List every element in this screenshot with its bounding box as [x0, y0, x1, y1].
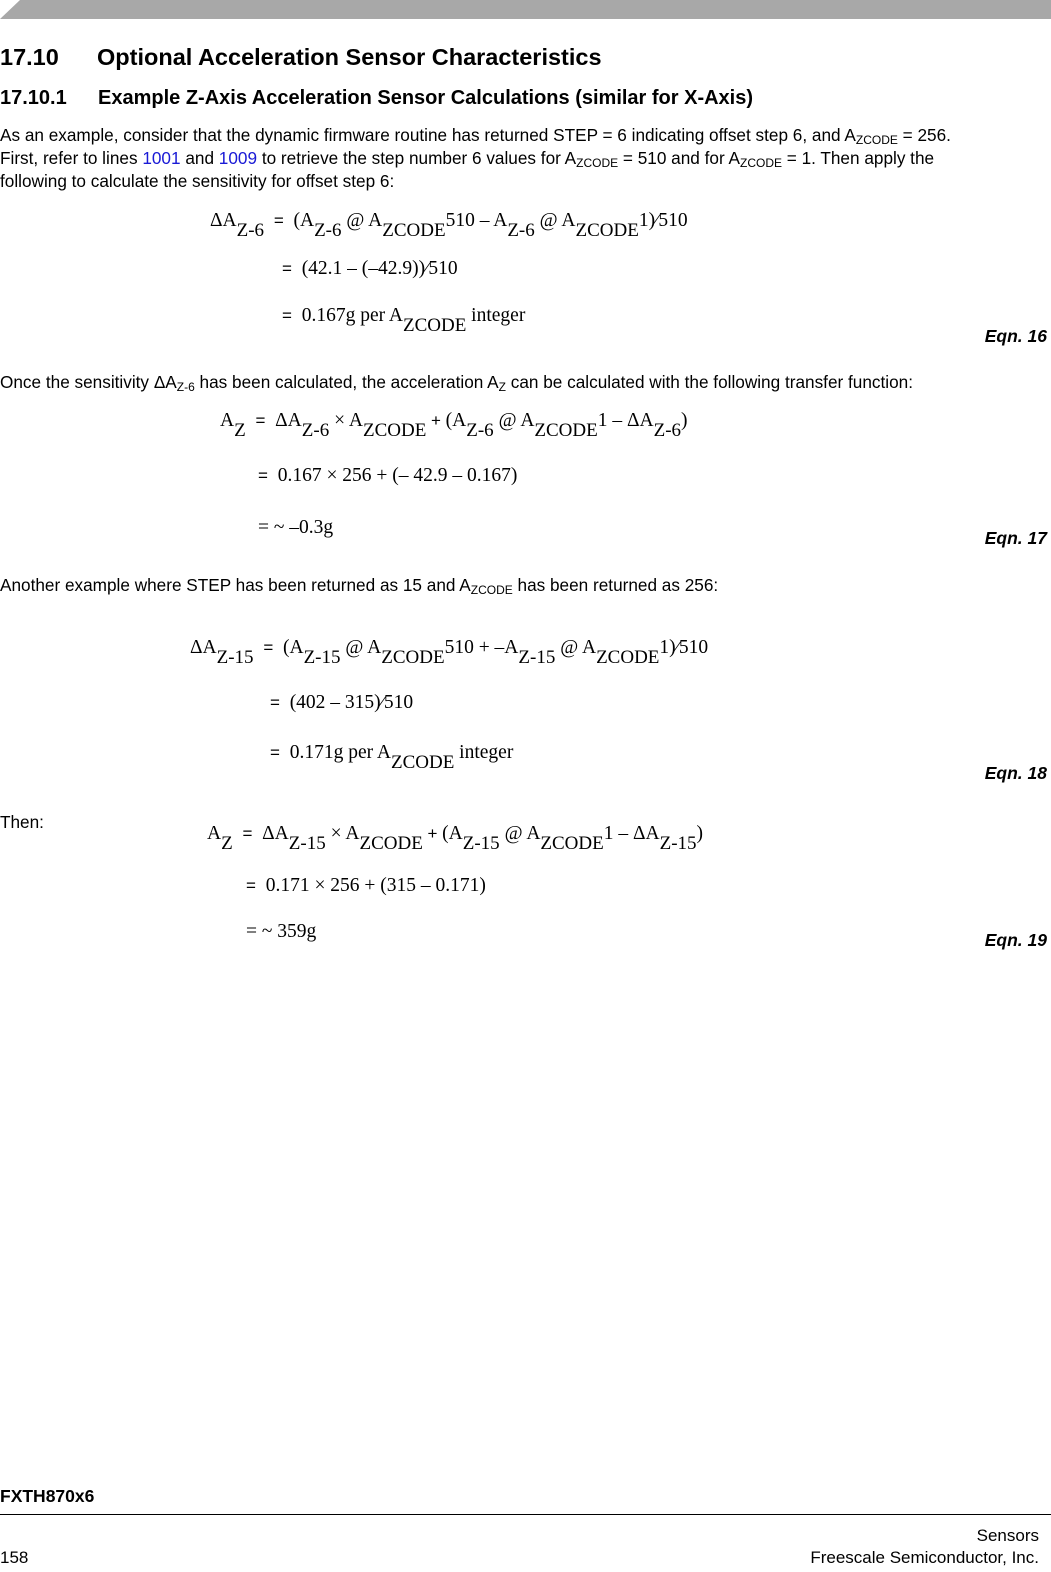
- subsection-number: 17.10.1: [0, 87, 67, 109]
- eq16-row1: ΔAZ-6 = (AZ-6 @ AZCODE510 – AZ-6 @ AZCODE1)⁄510: [210, 210, 688, 241]
- eqn17-label: Eqn. 17: [984, 528, 1047, 548]
- eq17-row3: = ~ –0.3g: [258, 517, 334, 538]
- footer-category: Sensors: [976, 1526, 1039, 1545]
- eq19-row3: = ~ 359g: [246, 921, 317, 942]
- eq17-row1: AZ = ΔAZ-6 × AZCODE + (AZ-6 @ AZCODE1 – ΔAZ-6): [220, 410, 688, 441]
- eq19-row1: AZ = ΔAZ-15 × AZCODE + (AZ-15 @ AZCODE1 – ΔAZ-15): [207, 823, 704, 854]
- eqn16-label: Eqn. 16: [984, 326, 1047, 346]
- top-banner: [0, 0, 1051, 19]
- subsection-title: Example Z-Axis Acceleration Sensor Calculations (similar for X-Axis): [98, 87, 754, 109]
- second-example-paragraph: Another example where STEP has been returned as 15 and $A_{ZCODE}$ has been returned as 256:: [0, 575, 719, 597]
- subsection-heading: [0, 87, 753, 110]
- footer-doc-title: FXTH870x6: [0, 1486, 95, 1506]
- eq16-row3: = 0.167g per AZCODE integer: [282, 305, 526, 336]
- section-title: Optional Acceleration Sensor Characteristics: [97, 44, 602, 70]
- eq18-row3: = 0.171g per AZCODE integer: [270, 742, 514, 773]
- link-line-1001[interactable]: 1001: [142, 148, 181, 168]
- eqn19-label: Eqn. 19: [984, 930, 1047, 950]
- intro-paragraph: As an example, consider that the dynamic firmware routine has returned STEP = 6 indicating offset step 6, and $A_{ZCODE} = 256$. First, refer to lines 1001 and 1009 to retrieve the step number 6 values for $A_{ZCODE} = 510$ and for $A_{ZCODE} = 1$. Then apply the following to calculate the sensitivity for offset step 6:: [0, 125, 951, 191]
- eq18-row2: = (402 – 315)⁄510: [270, 692, 414, 713]
- section-heading: [0, 44, 602, 71]
- eqn18-label: Eqn. 18: [984, 763, 1047, 783]
- then-label: Then:: [0, 812, 44, 832]
- footer-company: Freescale Semiconductor, Inc.: [810, 1548, 1039, 1567]
- footer-divider: [0, 1514, 1051, 1515]
- link-line-1009[interactable]: 1009: [218, 148, 258, 168]
- eq18-row1: ΔAZ-15 = (AZ-15 @ AZCODE510 + –AZ-15 @ AZCODE1)⁄510: [190, 637, 709, 668]
- eq17-row2: = 0.167 × 256 + (– 42.9 – 0.167): [258, 465, 518, 486]
- page-number: 158: [0, 1548, 29, 1567]
- transfer-function-paragraph: Once the sensitivity $\Delta A_{Z-6}$ has been calculated, the acceleration $A_Z$ can be calculated with the following transfer function:: [0, 372, 913, 394]
- section-number: 17.10: [0, 44, 59, 70]
- eq16-row2: = (42.1 – (–42.9))⁄510: [282, 258, 458, 279]
- eq19-row2: = 0.171 × 256 + (315 – 0.171): [246, 875, 486, 896]
